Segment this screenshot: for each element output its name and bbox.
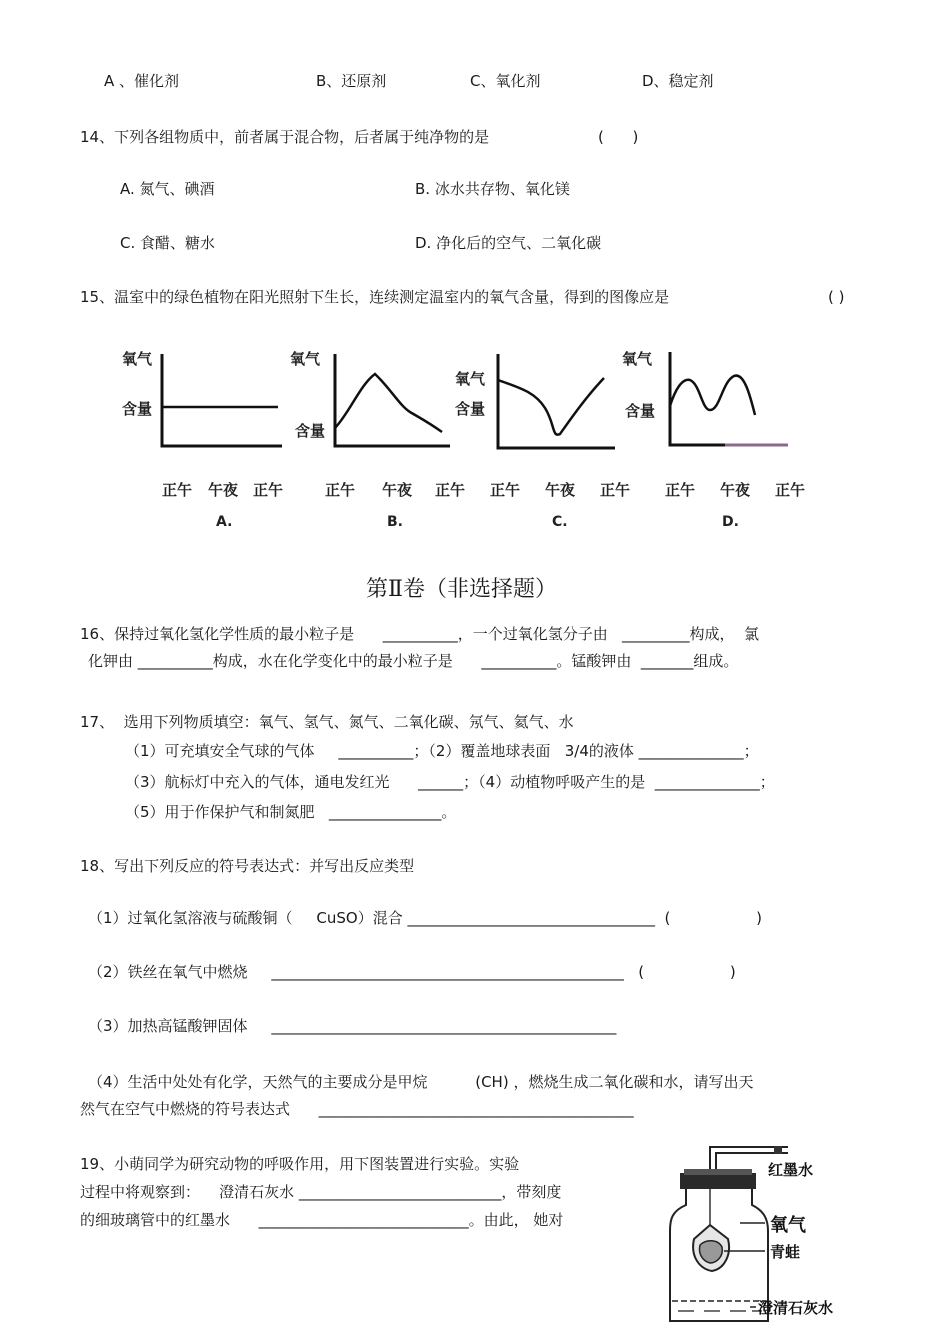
graph-b-ylabel-top: 氧气 <box>290 350 321 368</box>
section-2-title: 第Ⅱ卷（非选择题） <box>366 577 557 602</box>
graph-a-ylabel-mid: 含量 <box>122 400 153 418</box>
graph-c-curve <box>498 378 604 435</box>
graph-a-xtick-1: 正午 <box>162 481 193 499</box>
graph-c-xtick-3: 正午 <box>600 481 631 499</box>
q17-line-3: （5）用于作保护气和制氮肥 _______________。 <box>125 803 457 821</box>
graph-b-axes <box>335 354 450 446</box>
graph-d-axes <box>670 352 725 445</box>
q14-option-a: A. 氮气、碘酒 <box>120 180 215 198</box>
frog-body <box>699 1241 722 1263</box>
graph-c-ylabel-top: 氧气 <box>455 370 486 388</box>
q17-stem: 17、 选用下列物质填空：氧气、氢气、氮气、二氧化碳、氖气、氦气、水 <box>80 713 574 731</box>
graph-d <box>622 350 805 530</box>
graph-b-letter: B. <box>387 514 403 530</box>
q14-option-c: C. 食醋、糖水 <box>120 234 216 252</box>
graph-c-xtick-2: 午夜 <box>545 481 576 499</box>
q15-stem: 15、温室中的绿色植物在阳光照射下生长，连续测定温室内的氧气含量，得到的图像应是 <box>80 288 670 306</box>
stopper-top <box>684 1169 752 1175</box>
graph-a-axes <box>162 354 282 446</box>
graph-d-curve <box>670 376 755 415</box>
graph-d-letter: D. <box>722 514 739 530</box>
graph-b-xtick-2: 午夜 <box>382 481 413 499</box>
q15-answer-paren: ( ) <box>828 288 845 306</box>
graph-a-xtick-3: 正午 <box>253 481 284 499</box>
q19-line-2: 过程中将观察到： 澄清石灰水 ___________________________，带刻度 <box>80 1183 562 1201</box>
q19-line-1: 19、小萌同学为研究动物的呼吸作用，用下图装置进行实验。实验 <box>80 1155 520 1173</box>
q18-item-1: （1）过氧化氢溶液与硫酸铜（ CuSO）混合 _________________________________ ( ) <box>88 909 763 927</box>
label-oxygen: 氧气 <box>770 1215 806 1236</box>
red-ink-drop <box>774 1146 782 1154</box>
q13-option-a: A 、催化剂 <box>104 72 180 90</box>
graph-b <box>290 350 465 530</box>
graph-b-curve <box>335 374 442 432</box>
graph-b-ylabel-mid: 含量 <box>295 422 326 440</box>
q18-item-4-line-2: 然气在空气中燃烧的符号表达式 __________________________________________ <box>80 1100 634 1118</box>
q16-line-1: 16、保持过氧化氢化学性质的最小粒子是 __________，一个过氧化氢分子由 _________构成， 氯 <box>80 625 760 643</box>
graph-c-ylabel-mid: 含量 <box>455 400 486 418</box>
q14-option-b: B. 冰水共存物、氧化镁 <box>415 180 570 198</box>
q18-stem: 18、写出下列反应的符号表达式：并写出反应类型 <box>80 857 415 875</box>
graph-a-ylabel-top: 氧气 <box>122 350 153 368</box>
q17-line-1: （1）可充填安全气球的气体 __________；（2）覆盖地球表面 3/4的液体 ______________； <box>125 742 759 760</box>
graph-a-letter: A. <box>216 514 233 530</box>
label-frog: 青蛙 <box>770 1243 801 1261</box>
label-lime-water: 澄清石灰水 <box>758 1299 834 1317</box>
graph-d-ylabel-top: 氧气 <box>622 350 653 368</box>
graph-b-xtick-3: 正午 <box>435 481 466 499</box>
q14-answer-paren: ( ) <box>598 128 639 146</box>
q13-option-c: C、氧化剂 <box>470 72 541 90</box>
graph-a-xtick-2: 午夜 <box>208 481 239 499</box>
label-red-ink: 红墨水 <box>768 1161 814 1179</box>
q19-apparatus-figure <box>660 1135 860 1330</box>
q18-item-4-line-1: （4）生活中处处有化学，天然气的主要成分是甲烷 (CH) ，燃烧生成二氧化碳和水，请写出天 <box>88 1073 754 1091</box>
q15-graphs-figure <box>110 340 810 535</box>
q18-item-3: （3）加热高锰酸钾固体 ______________________________________________ <box>88 1017 617 1035</box>
q13-option-b: B、还原剂 <box>316 72 387 90</box>
q18-item-2: （2）铁丝在氧气中燃烧 _______________________________________________ ( ) <box>88 963 736 981</box>
graph-d-xtick-1: 正午 <box>665 481 696 499</box>
q14-option-d: D. 净化后的空气、二氧化碳 <box>415 234 602 252</box>
q16-line-2: 化钾由 __________构成，水在化学变化中的最小粒子是 __________。锰酸钾由 _______组成。 <box>88 652 739 670</box>
graph-d-xtick-3: 正午 <box>775 481 806 499</box>
q13-option-d: D、稳定剂 <box>642 72 714 90</box>
graph-c-letter: C. <box>552 514 568 530</box>
stopper <box>680 1173 756 1189</box>
graph-b-xtick-1: 正午 <box>325 481 356 499</box>
q14-stem: 14、下列各组物质中，前者属于混合物，后者属于纯净物的是 <box>80 128 490 146</box>
q19-line-3: 的细玻璃管中的红墨水 ____________________________。由此， 她对 <box>80 1211 564 1229</box>
graph-c <box>455 354 630 530</box>
q17-line-2: （3）航标灯中充入的气体，通电发红光 ______；（4）动植物呼吸产生的是 ______________； <box>125 773 775 791</box>
graph-c-xtick-1: 正午 <box>490 481 521 499</box>
graph-d-xtick-2: 午夜 <box>720 481 751 499</box>
graph-d-ylabel-mid: 含量 <box>625 402 656 420</box>
graph-a <box>122 350 283 530</box>
